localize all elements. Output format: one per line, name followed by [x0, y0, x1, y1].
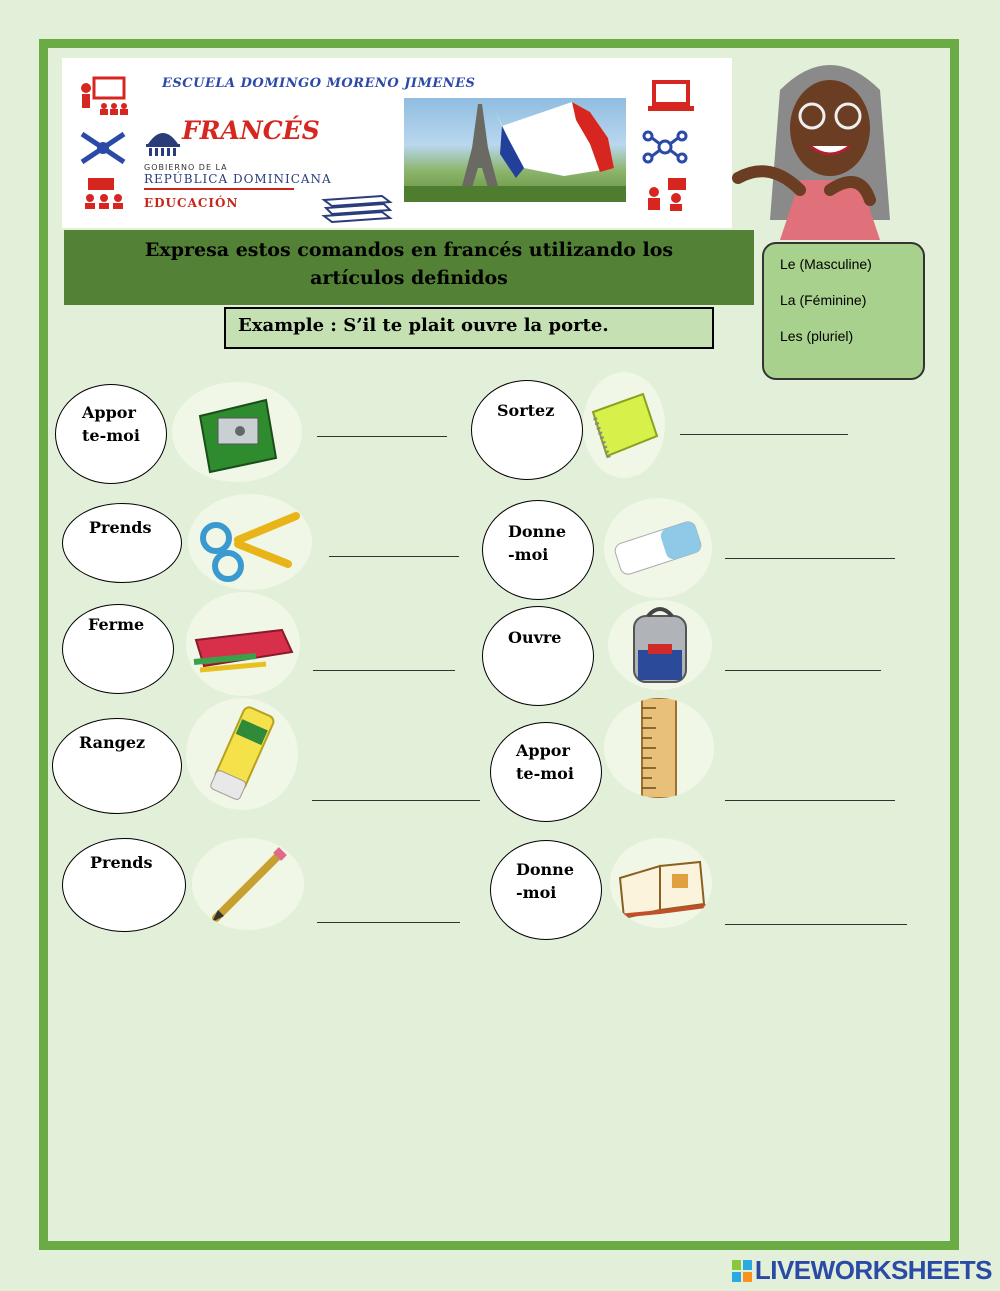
command-oval [52, 718, 182, 814]
notebook-icon [583, 372, 665, 478]
liveworksheets-logo-icon [732, 1260, 752, 1282]
country-label: REPÚBLICA DOMINICANA [144, 172, 332, 186]
command-oval [62, 604, 174, 694]
command-label: te-moi [516, 764, 574, 783]
command-oval [62, 503, 182, 583]
command-label: Rangez [79, 733, 146, 752]
answer-blank[interactable] [312, 800, 480, 801]
school-name: ESCUELA DOMINGO MORENO JIMENES [162, 76, 476, 91]
network-icon [642, 128, 688, 166]
answer-blank[interactable] [680, 434, 848, 435]
instructions-line2: artículos definidos [310, 267, 508, 289]
command-label: Ferme [88, 615, 145, 634]
command-label: Appor [516, 741, 570, 760]
command-label: Ouvre [508, 628, 562, 647]
capitol-dome-icon [144, 122, 182, 158]
pencil-icon [192, 838, 304, 930]
command-label: -moi [508, 545, 549, 564]
command-label: Donne [508, 522, 566, 541]
answer-blank[interactable] [725, 558, 895, 559]
answer-blank[interactable] [313, 670, 455, 671]
instructions-line1: Expresa estos comandos en francés utilizando los [144, 239, 674, 261]
command-oval [482, 500, 594, 600]
instructions-box [64, 230, 754, 305]
scissors-icon [188, 494, 312, 590]
command-label: Prends [89, 518, 152, 537]
command-oval [482, 606, 594, 706]
presentation-icon [82, 176, 128, 210]
laptop-icon [646, 80, 696, 114]
answer-blank[interactable] [725, 800, 895, 801]
command-oval [490, 840, 602, 940]
article-legend [762, 242, 925, 380]
command-label: -moi [516, 883, 557, 902]
command-oval [471, 380, 583, 480]
command-label: te-moi [82, 426, 140, 445]
command-oval [490, 722, 602, 822]
command-label: Sortez [497, 401, 555, 420]
answer-blank[interactable] [317, 922, 460, 923]
group-hands-icon [78, 130, 128, 166]
answer-blank[interactable] [317, 436, 447, 437]
example-box: Example : S’il te plait ouvre la porte. [224, 307, 714, 349]
pencil-sharpener-icon [172, 382, 302, 482]
pencil-case-icon [186, 592, 300, 696]
teacher-avatar [730, 50, 930, 240]
backpack-icon [608, 600, 712, 690]
divider [144, 188, 294, 190]
ministry-label: EDUCACIÓN [144, 196, 239, 210]
answer-blank[interactable] [329, 556, 459, 557]
brand-text: LIVEWORKSHEETS [754, 1255, 992, 1285]
books-icon [320, 194, 394, 224]
answer-blank[interactable] [725, 670, 881, 671]
book-icon [610, 838, 712, 928]
ruler-icon [604, 698, 714, 798]
command-oval [55, 384, 167, 484]
help-desk-icon [644, 176, 692, 212]
government-label: GOBIERNO DE LA [144, 163, 228, 172]
school-banner [62, 58, 732, 228]
command-label: Prends [90, 853, 153, 872]
answer-blank[interactable] [725, 924, 907, 925]
legend-plural: Les (pluriel) [780, 328, 854, 344]
command-label: Appor [82, 403, 136, 422]
legend-feminine: La (Féminine) [780, 292, 867, 308]
liveworksheets-brand [732, 1255, 992, 1286]
command-label: Donne [516, 860, 574, 879]
eraser-icon [604, 498, 712, 598]
command-oval [62, 838, 186, 932]
teacher-icon [78, 76, 130, 116]
eiffel-tower-photo [404, 98, 626, 202]
glue-stick-icon [186, 698, 298, 810]
legend-masculine: Le (Masculine) [780, 256, 872, 272]
subject-title: FRANCÉS [182, 116, 320, 145]
